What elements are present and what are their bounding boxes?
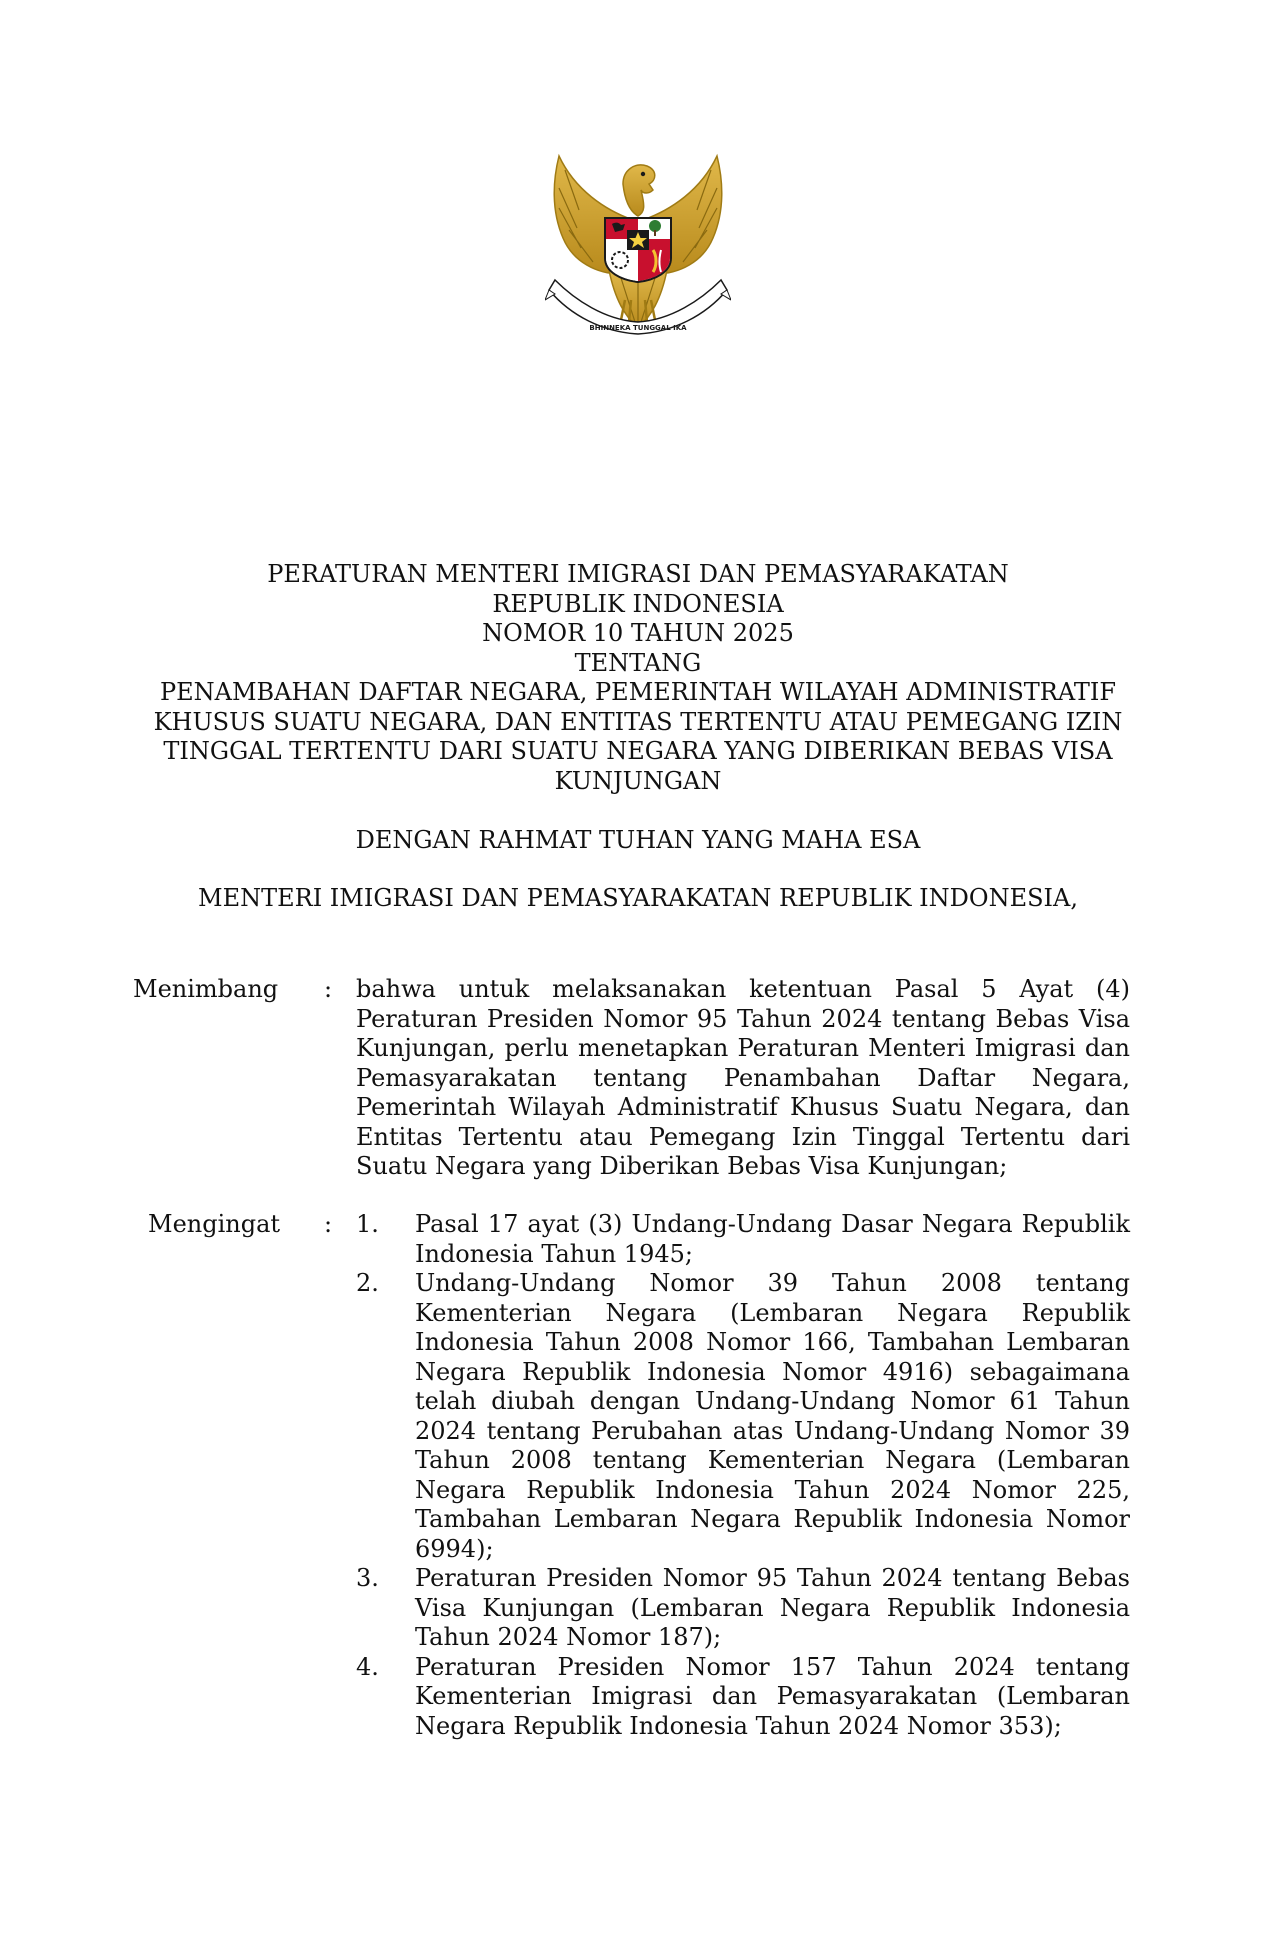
list-item-line: 2024 tentang Perubahan atas Undang-Undang Nomor 39: [415, 1416, 1130, 1445]
menimbang-text: [356, 975, 1130, 1182]
list-item-line: Peraturan Presiden Nomor 95 Tahun 2024 tentang Bebas: [415, 1564, 1130, 1592]
menimbang-line: Kunjungan, perlu menetapkan Peraturan Menteri Imigrasi dan: [356, 1034, 1130, 1062]
issuer: MENTERI IMIGRASI DAN PEMASYARAKATAN REPUBLIK INDONESIA,: [198, 884, 1078, 912]
mengingat-colon: :: [324, 1210, 333, 1238]
menimbang-line: Pemasyarakatan tentang Penambahan Daftar Negara,: [356, 1063, 1130, 1092]
heading-line: TINGGAL TERTENTU DARI SUATU NEGARA YANG DIBERIKAN BEBAS VISA: [163, 737, 1113, 765]
list-item: [356, 1564, 1130, 1653]
list-item-line: Tahun 2008 tentang Kementerian Negara (Lembaran: [415, 1446, 1130, 1474]
list-item-line: Negara Republik Indonesia Tahun 2024 Nomor 225,: [415, 1475, 1130, 1504]
list-item-line: Peraturan Presiden Nomor 157 Tahun 2024 tentang: [415, 1652, 1130, 1681]
mengingat-list: [356, 1210, 1130, 1741]
list-item-line: Tahun 2024 Nomor 187);: [415, 1623, 722, 1651]
list-item-number: 4.: [356, 1652, 379, 1681]
list-item-line: Pasal 17 ayat (3) Undang-Undang Dasar Negara Republik: [415, 1210, 1130, 1238]
pancasila-shield: [605, 218, 671, 282]
motto-text: BHINNEKA TUNGGAL IKA: [589, 324, 687, 332]
menimbang-line: Entitas Tertentu atau Pemegang Izin Tinggal Tertentu dari: [356, 1122, 1130, 1151]
menimbang-line: Peraturan Presiden Nomor 95 Tahun 2024 tentang Bebas Visa: [356, 1004, 1130, 1033]
list-item-line: Indonesia Tahun 2008 Nomor 166, Tambahan Lembaran: [415, 1328, 1130, 1356]
heading-line: TENTANG: [574, 648, 702, 677]
list-item-line: telah diubah dengan Undang-Undang Nomor 61 Tahun: [415, 1387, 1130, 1415]
list-item: [356, 1210, 1130, 1269]
list-item: [356, 1653, 1130, 1742]
heading-line: KUNJUNGAN: [554, 766, 722, 795]
garuda-emblem-icon: [545, 150, 731, 354]
list-item-line: Negara Republik Indonesia Nomor 4916) sebagaimana: [415, 1357, 1130, 1386]
list-item-line: Negara Republik Indonesia Tahun 2024 Nomor 353);: [415, 1711, 1062, 1740]
list-item-number: 1.: [356, 1210, 379, 1238]
menimbang-line: Pemerintah Wilayah Administratif Khusus Suatu Negara, dan: [356, 1093, 1130, 1121]
heading-line: KHUSUS SUATU NEGARA, DAN ENTITAS TERTENTU ATAU PEMEGANG IZIN: [153, 707, 1123, 736]
list-item-line: Kementerian Negara (Lembaran Negara Republik: [415, 1298, 1130, 1327]
garuda-head: [623, 165, 655, 216]
menimbang-colon: :: [324, 975, 333, 1003]
list-item-line: Undang-Undang Nomor 39 Tahun 2008 tentang: [415, 1269, 1130, 1297]
regulation-heading: [130, 560, 1146, 796]
list-item-number: 2.: [356, 1269, 379, 1297]
list-item-line: Indonesia Tahun 1945;: [415, 1239, 693, 1268]
list-item-number: 3.: [356, 1564, 379, 1592]
list-item: [356, 1269, 1130, 1564]
heading-line: NOMOR 10 TAHUN 2025: [482, 619, 794, 647]
menimbang-line: bahwa untuk melaksanakan ketentuan Pasal 5 Ayat (4): [356, 975, 1130, 1003]
heading-line: REPUBLIK INDONESIA: [492, 589, 784, 618]
mengingat-label: Mengingat: [148, 1210, 281, 1238]
garuda-pancasila-emblem: [545, 150, 731, 354]
list-item-line: Kementerian Imigrasi dan Pemasyarakatan (Lembaran: [415, 1682, 1130, 1710]
menimbang-label: Menimbang: [133, 975, 279, 1003]
list-item-line: Visa Kunjungan (Lembaran Negara Republik Indonesia: [415, 1593, 1130, 1622]
list-item-line: 6994);: [415, 1534, 494, 1563]
heading-line: PENAMBAHAN DAFTAR NEGARA, PEMERINTAH WILAYAH ADMINISTRATIF: [159, 678, 1117, 706]
invocation: DENGAN RAHMAT TUHAN YANG MAHA ESA: [355, 826, 921, 854]
heading-line: PERATURAN MENTERI IMIGRASI DAN PEMASYARAKATAN: [267, 560, 1009, 588]
list-item-line: Tambahan Lembaran Negara Republik Indonesia Nomor: [415, 1505, 1130, 1533]
menimbang-line: Suatu Negara yang Diberikan Bebas Visa Kunjungan;: [356, 1152, 1008, 1180]
